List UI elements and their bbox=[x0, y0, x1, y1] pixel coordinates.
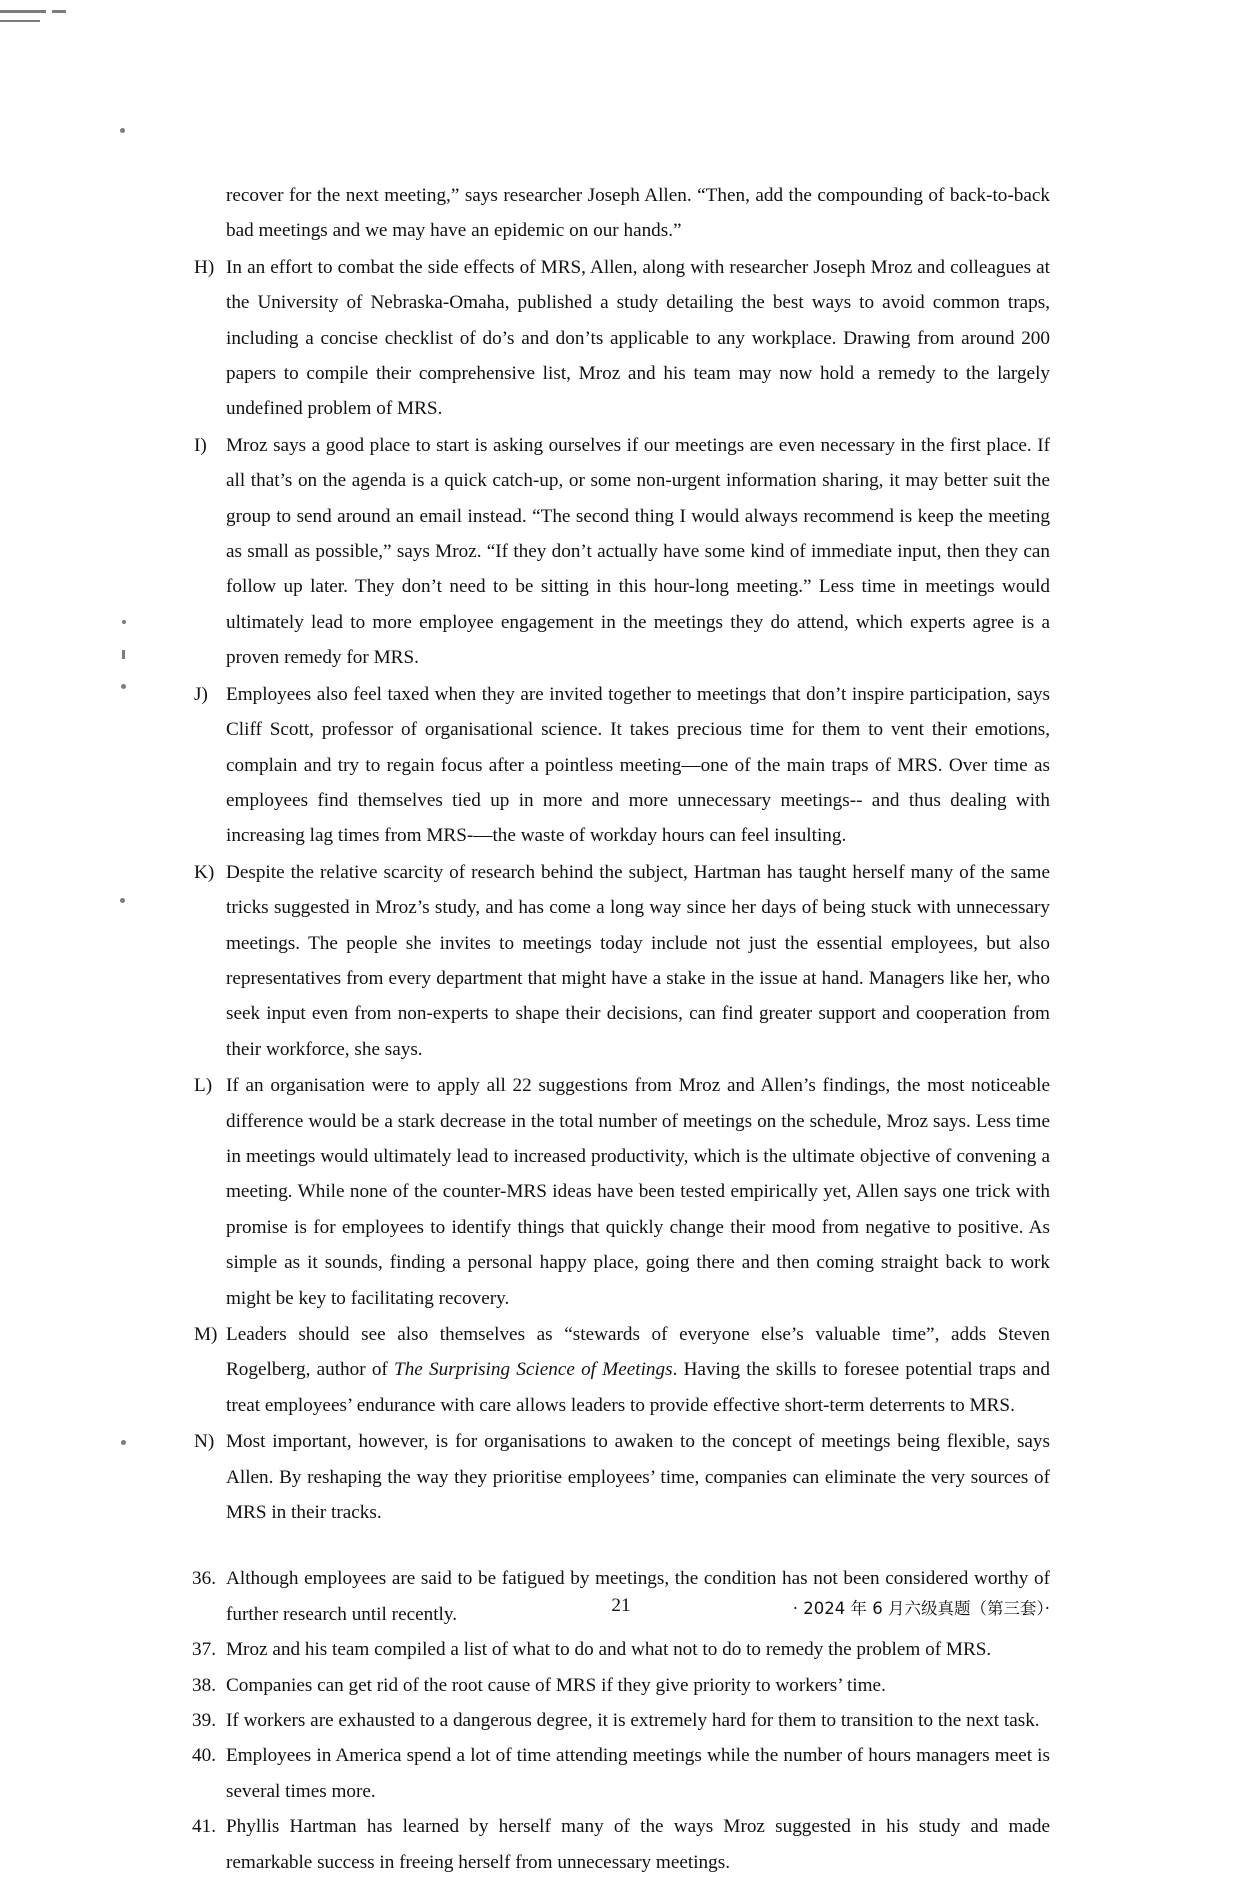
paragraph-text: recover for the next meeting,” says researcher Joseph Allen. “Then, add the compounding of back-to-back bad meetings and we may have an epidemic on our hands.” bbox=[226, 185, 1050, 242]
question-item bbox=[192, 1703, 1050, 1738]
paragraph-label-m: M) bbox=[194, 1324, 218, 1345]
question-text-39: If workers are exhausted to a dangerous degree, it is extremely hard for them to transition to the next task. bbox=[226, 1710, 1040, 1732]
paragraph-i bbox=[192, 428, 1050, 676]
paragraph-text-i: Mroz says a good place to start is asking ourselves if our meetings are even necessary in the first place. If all that’s on the agenda is a quick catch-up, or some non-urgent information sharing, it may better suit the group to send around an email instead. “The second thing I would always recommend is keep the meeting as small as possible,” says Mroz. “If they don’t actually have some kind of immediate input, then they can follow up later. They don’t need to be sitting in this hour-long meeting.” Less time in meetings would ultimately lead to more employee engagement in the meetings they do attend, which experts agree is a proven remedy for MRS. bbox=[226, 434, 1050, 669]
paragraph-label-j: J) bbox=[194, 683, 208, 705]
question-number-36: 36. bbox=[192, 1568, 216, 1590]
paragraph-text-n: Most important, however, is for organisations to awaken to the concept of meetings being flexible, says Allen. By reshaping the way they prioritise employees’ time, companies can eliminate the very sources of MRS in their tracks. bbox=[226, 1431, 1050, 1524]
paragraph-label-n: N) bbox=[194, 1431, 215, 1453]
question-number-41: 41. bbox=[192, 1816, 216, 1838]
paragraph-label-i: I) bbox=[194, 434, 207, 456]
paragraph-n bbox=[192, 1424, 1050, 1530]
paragraph-m-lead: Leaders should see also themselves as “stewards of everyone else’s valuable time”, adds Steven Rogelberg, author of bbox=[226, 1324, 1050, 1381]
paragraph-l bbox=[192, 1068, 1050, 1316]
paragraph-label-l: L) bbox=[194, 1075, 213, 1097]
page-number: 21 bbox=[611, 1595, 631, 1616]
question-number-40: 40. bbox=[192, 1745, 216, 1767]
question-text-38: Companies can get rid of the root cause of MRS if they give priority to workers’ time. bbox=[226, 1674, 886, 1696]
question-text-36: Although employees are said to be fatigued by meetings, the condition has not been considered worthy of further research until recently. bbox=[226, 1568, 1050, 1625]
question-text-37: Mroz and his team compiled a list of what to do and what not to do to remedy the problem of MRS. bbox=[226, 1639, 992, 1661]
paragraph-text-k: Despite the relative scarcity of research behind the subject, Hartman has taught herself many of the same tricks suggested in Mroz’s study, and has come a long way since her days of being stuck with unnecessary meetings. The people she invites to meetings today include not just the essential employees, but also representatives from every department that might have a stake in the issue at hand. Managers like her, who seek input even from non-experts to shape their decisions, can find greater support and cooperation from their workforce, she says. bbox=[226, 861, 1050, 1060]
paragraph-m-tail: . Having the skills to foresee potential traps and treat employees’ endurance with care allows leaders to provide effective short-term deterrents to MRS. bbox=[226, 1359, 1050, 1416]
paragraph-continuation bbox=[192, 178, 1050, 249]
question-item bbox=[192, 1668, 1050, 1703]
paragraph-text-l: If an organisation were to apply all 22 suggestions from Mroz and Allen’s findings, the most noticeable difference would be a stark decrease in the total number of meetings on the schedule, Mroz says. Less time in meetings would ultimately lead to increased productivity, which is the ultimate objective of convening a meeting. While none of the counter-MRS ideas have been tested empirically yet, Allen says one trick with promise is for employees to identify things that quickly change their mood from negative to positive. As simple as it sounds, finding a personal happy place, going there and then coming straight back to work might be key to facilitating recovery. bbox=[226, 1075, 1050, 1309]
question-item bbox=[192, 1632, 1050, 1667]
paragraph-k bbox=[192, 855, 1050, 1067]
paragraph-text-m bbox=[226, 1317, 1050, 1423]
paragraph-j bbox=[192, 677, 1050, 854]
paragraph-text-j: Employees also feel taxed when they are invited together to meetings that don’t inspire participation, says Cliff Scott, professor of organisational science. It takes precious time for them to vent their emotions, complain and try to regain focus after a pointless meeting—one of the main traps of MRS. Over time as employees find themselves tied up in more and more unnecessary meetings-- and thus dealing with increasing lag times from MRS-—the waste of workday hours can feel insulting. bbox=[226, 683, 1050, 847]
question-text-40: Employees in America spend a lot of time attending meetings while the number of hours managers meet is several times more. bbox=[226, 1745, 1050, 1802]
question-number-37: 37. bbox=[192, 1639, 216, 1661]
question-number-39: 39. bbox=[192, 1710, 216, 1732]
paragraph-text-h: In an effort to combat the side effects of MRS, Allen, along with researcher Joseph Mroz and colleagues at the University of Nebraska-Omaha, published a study detailing the best ways to avoid common traps, including a concise checklist of do’s and don’ts applicable to any workplace. Drawing from around 200 papers to compile their comprehensive list, Mroz and his team may now hold a remedy to the largely undefined problem of MRS. bbox=[226, 256, 1050, 420]
page-footer bbox=[192, 1592, 1050, 1632]
question-item bbox=[192, 1738, 1050, 1809]
paragraph-m bbox=[192, 1317, 1050, 1423]
question-text-41: Phyllis Hartman has learned by herself many of the ways Mroz suggested in his study and made remarkable success in freeing herself from unnecessary meetings. bbox=[226, 1816, 1050, 1873]
paragraph-label-h: H) bbox=[194, 256, 215, 278]
book-title: The Surprising Science of Meetings bbox=[394, 1359, 673, 1381]
paragraph-h bbox=[192, 250, 1050, 427]
paragraph-label-k: K) bbox=[194, 861, 215, 883]
exam-source-note: · 2024 年 6 月六级真题（第三套）· bbox=[792, 1599, 1050, 1618]
question-number-38: 38. bbox=[192, 1674, 216, 1696]
question-item bbox=[192, 1809, 1050, 1880]
